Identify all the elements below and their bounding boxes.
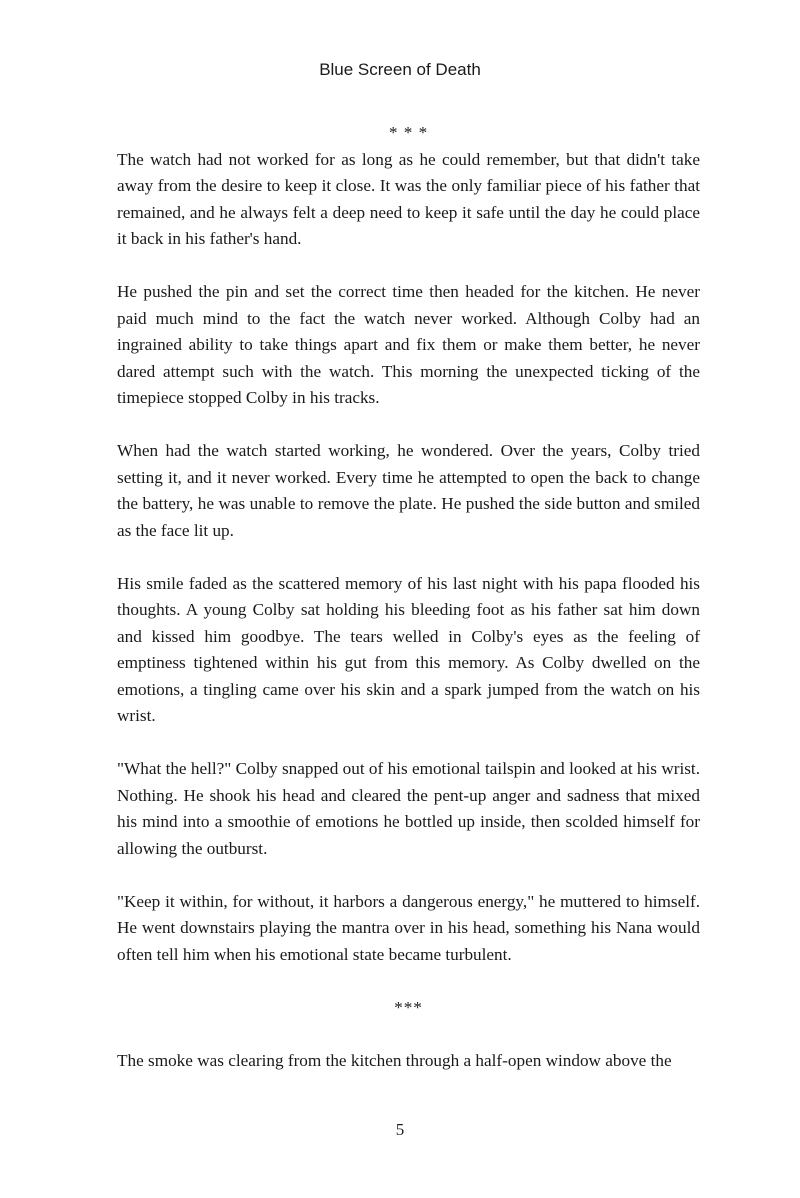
scene-break: * * * — [388, 123, 429, 142]
paragraph: His smile faded as the scattered memory of his last night with his papa flooded his thoughts. A young Colby sat holding his bleeding foot as his father sat him down and kissed him goodbye. The tears welled in Colby's eyes as the feeling of emptiness tightened within his gut from this memory. As Colby dwelled on the emotions, a tingling came over his skin and a spark jumped from the watch on his wrist. — [117, 573, 700, 725]
paragraph: The smoke was clearing from the kitchen through a half-open window above the — [117, 1050, 672, 1070]
paragraph: When had the watch started working, he wondered. Over the years, Colby tried setting it, and it never worked. Every time he attempted to open the back to change the battery, he was unable to remove the plate. He pushed the side button and smiled as the face lit up. — [117, 441, 700, 540]
paragraph: "Keep it within, for without, it harbors a dangerous energy," he muttered to himself. He went downstairs playing the mantra over in his head, something his Nana would often tell him when his emotional state became turbulent. — [117, 891, 700, 964]
running-header: Blue Screen of Death — [319, 60, 481, 79]
page-number: 5 — [395, 1120, 405, 1139]
paragraph: He pushed the pin and set the correct time then headed for the kitchen. He never paid much mind to the fact the watch never worked. Although Colby had an ingrained ability to take things apart and fix them or make them better, he never dared attempt such with the watch. This morning the unexpected ticking of the timepiece stopped Colby in his tracks. — [117, 282, 700, 407]
paragraph: The watch had not worked for as long as he could remember, but that didn't take away from the desire to keep it close. It was the only familiar piece of his father that remained, and he always felt a deep need to keep it safe until the day he could place it back in his father's hand. — [117, 149, 700, 248]
scene-break: *** — [394, 997, 423, 1017]
body-text — [117, 120, 700, 1074]
paragraph: "What the hell?" Colby snapped out of his emotional tailspin and looked at his wrist. Nothing. He shook his head and cleared the pent-up anger and sadness that mixed his mind into a smoothie of emotions he bottled up inside, then scolded himself for allowing the outburst. — [117, 759, 700, 858]
